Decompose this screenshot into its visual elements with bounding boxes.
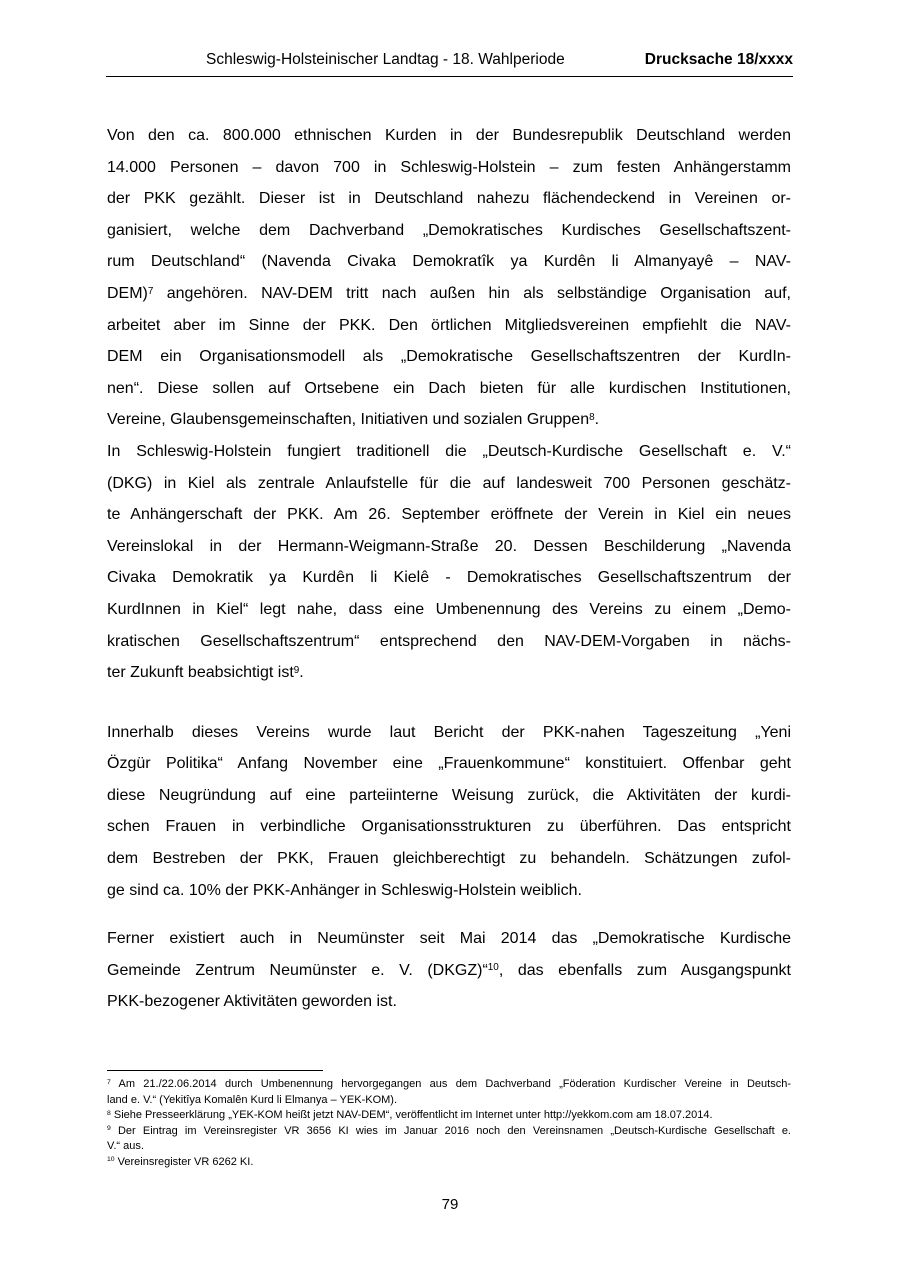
header-row (106, 51, 793, 69)
text-line: Vereine, Glaubensgemeinschaften, Initiativen und sozialen Gruppen$^8$. (107, 411, 600, 429)
text-line: Innerhalb dieses Vereins wurde laut Bericht der PKK-nahen Tageszeitung „Yeni (107, 723, 791, 741)
footnote-line: $^7$ Am 21./22.06.2014 durch Umbenennung hervorgegangen aus dem Dachverband „Föderation Kurdischer Vereine in Deutsch- (107, 1078, 791, 1090)
footnote-marker: 7 (107, 1078, 111, 1086)
footnote-marker: 8 (107, 1109, 111, 1117)
text-line: Özgür Politika“ Anfang November eine „Frauenkommune“ konstituiert. Offenbar geht (107, 755, 791, 773)
text-line: (DKG) in Kiel als zentrale Anlaufstelle für die auf landesweit 700 Personen geschätz- (107, 474, 791, 492)
footnote-line: $^{10}$ Vereinsregister VR 6262 KI. (107, 1155, 254, 1168)
header-doc-number: Drucksache 18/xxxx (644, 51, 793, 68)
text-line: kratischen Gesellschaftszentrum“ entsprechend den NAV-DEM-Vorgaben in nächs- (107, 632, 791, 650)
header-divider (106, 76, 793, 77)
text-line: KurdInnen in Kiel“ legt nahe, dass eine Umbenennung des Vereins zu einem „Demo- (107, 600, 791, 618)
text-line: der PKK gezählt. Dieser ist in Deutschland nahezu flächendeckend in Vereinen or- (107, 190, 791, 208)
text-line: Von den ca. 800.000 ethnischen Kurden in der Bundesrepublik Deutschland werden (107, 127, 791, 144)
page-header (106, 51, 793, 77)
footnote-line: $^8$ Siehe Presseerklärung „YEK-KOM heißt jetzt NAV-DEM“, veröffentlicht im Internet unter http://yekkom.com am 18.07.2014. (107, 1109, 713, 1121)
text-line: Ferner existiert auch in Neumünster seit Mai 2014 das „Demokratische Kurdische (107, 930, 791, 948)
text-line: DEM ein Organisationsmodell als „Demokratische Gesellschaftszentren der KurdIn- (107, 348, 791, 366)
footnote-marker: 10 (107, 1156, 115, 1164)
text-line: ge sind ca. 10% der PKK-Anhänger in Schleswig-Holstein weiblich. (107, 881, 582, 899)
text-line: te Anhängerschaft der PKK. Am 26. September eröffnete der Verein in Kiel ein neues (107, 506, 791, 524)
footnote-line: $^9$ Der Eintrag im Vereinsregister VR 3656 KI wies im Januar 2016 noch den Vereinsnamen „Deutsch-Kurdische Gesellschaft e. (107, 1124, 791, 1137)
paragraph (107, 717, 791, 907)
text-line: nen“. Diese sollen auf Ortsebene ein Dach bieten für alle kurdischen Institutionen, (107, 379, 791, 397)
footnote (107, 1155, 791, 1171)
document-body (107, 120, 791, 1018)
header-title: Schleswig-Holsteinischer Landtag - 18. Wahlperiode (206, 51, 565, 68)
text-line: Civaka Demokratik ya Kurdên li Kielê - Demokratisches Gesellschaftszentrum der (107, 569, 791, 587)
footnote (107, 1077, 791, 1108)
footnote-line: V.“ aus. (107, 1140, 144, 1152)
text-line: Gemeinde Zentrum Neumünster e. V. (DKGZ)“$^{10}$, das ebenfalls zum Ausgangspunkt (107, 961, 792, 979)
paragraph (107, 436, 791, 689)
footnote (107, 1108, 791, 1124)
text-line: diese Neugründung auf eine parteiinterne Weisung zurück, die Aktivitäten der kurdi- (107, 786, 791, 804)
text-line: arbeitet aber im Sinne der PKK. Den örtlichen Mitgliedsvereinen empfiehlt die NAV- (107, 316, 791, 334)
text-line: PKK-bezogener Aktivitäten geworden ist. (107, 993, 397, 1011)
text-line: schen Frauen in verbindliche Organisationsstrukturen zu überführen. Das entspricht (107, 818, 791, 836)
footnotes-section (107, 1070, 791, 1170)
footnote-list (107, 1077, 791, 1170)
text-line: ter Zukunft beabsichtigt ist$^9$. (107, 664, 304, 682)
footnote-marker: 7 (147, 285, 154, 297)
paragraph (107, 120, 791, 436)
footnote-divider (107, 1070, 323, 1071)
text-line: ganisiert, welche dem Dachverband „Demokratisches Kurdisches Gesellschaftszent- (107, 221, 791, 239)
footnote (107, 1124, 791, 1155)
page-number: 79 (441, 1196, 459, 1213)
footnote-marker: 9 (107, 1125, 111, 1133)
footnote-line: land e. V.“ (Yekitîya Komalên Kurd li Elmanya – YEK-KOM). (107, 1093, 398, 1106)
text-line: In Schleswig-Holstein fungiert traditionell die „Deutsch-Kurdische Gesellschaft e. V.“ (107, 442, 791, 460)
text-line: 14.000 Personen – davon 700 in Schleswig-Holstein – zum festen Anhängerstamm (107, 158, 791, 176)
footnote-marker: 8 (589, 411, 595, 423)
footnote-marker: 9 (293, 664, 300, 676)
paragraph (107, 923, 791, 1018)
text-line: Vereinslokal in der Hermann-Weigmann-Straße 20. Dessen Beschilderung „Navenda (107, 537, 791, 555)
text-line: rum Deutschland“ (Navenda Civaka Demokratîk ya Kurdên li Almanyayê – NAV- (107, 253, 791, 271)
text-line: DEM)$^7$ angehören. NAV-DEM tritt nach außen hin als selbständige Organisation auf, (107, 284, 791, 302)
text-line: dem Bestreben der PKK, Frauen gleichberechtigt zu behandeln. Schätzungen zufol- (107, 850, 791, 868)
footnote-marker: 10 (487, 962, 499, 974)
